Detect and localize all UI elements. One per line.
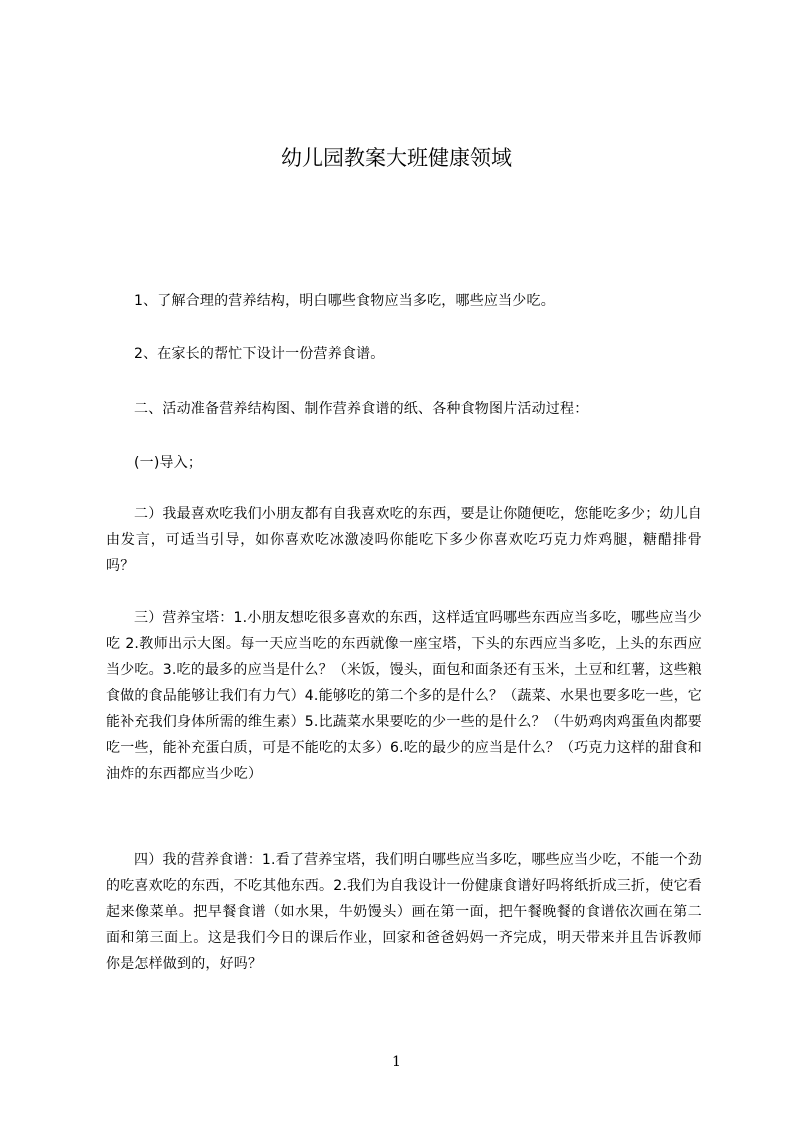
paragraph-nutrition-pyramid: 三）营养宝塔：1.小朋友想吃很多喜欢的东西，这样适宜吗哪些东西应当多吃，哪些应当少吃 2.教师出示大图。每一天应当吃的东西就像一座宝塔，下头的东西应当多吃，上头的东西应当少吃。3.吃的最多的应当是什么？（米饭，馒头，面包和面条还有玉米，土豆和红薯，这些粮食做的食品能够让我们有力气）4.能够吃的第二个多的是什么？（蔬菜、水果也要多吃一些，它能补充我们身体所需的维生素）5.比蔬菜水果要吃的少一些的是什么？（牛奶鸡肉鸡蛋鱼肉都要吃一些，能补充蛋白质，可是不能吃的太多）6.吃的最少的应当是什么？（巧克力这样的甜食和油炸的东西都应当少吃） (106, 610, 702, 782)
paragraph-objective-1: 1、了解合理的营养结构，明白哪些食物应当多吃，哪些应当少吃。 (134, 293, 555, 309)
paragraph-intro: (一)导入； (134, 455, 203, 471)
paragraph-favorite-food: 二）我最喜欢吃我们小朋友都有自我喜欢吃的东西，要是让你随便吃，您能吃多少；幼儿自由发言，可适当引导，如你喜欢吃冰激凌吗你能吃下多少你喜欢吃巧克力炸鸡腿，糖醋排骨吗？ (106, 506, 702, 574)
paragraph-preparation: 二、活动准备营养结构图、制作营养食谱的纸、各种食物图片活动过程： (134, 401, 589, 417)
page-number: 1 (392, 1054, 401, 1070)
document-title: 幼儿园教案大班健康领域 (281, 146, 512, 170)
paragraph-nutrition-recipe: 四）我的营养食谱：1.看了营养宝塔，我们明白哪些应当多吃，哪些应当少吃，不能一个劲的吃喜欢吃的东西，不吃其他东西。2.我们为自我设计一份健康食谱好吗将纸折成三折，使它看起来像菜单。把早餐食谱（如水果，牛奶馒头）画在第一面，把午餐晚餐的食谱依次画在第二面和第三面上。这是我们今日的课后作业，回家和爸爸妈妈一齐完成，明天带来并且告诉教师你是怎样做到的，好吗？ (106, 852, 702, 972)
paragraph-objective-2: 2、在家长的帮忙下设计一份营养食谱。 (134, 346, 385, 362)
